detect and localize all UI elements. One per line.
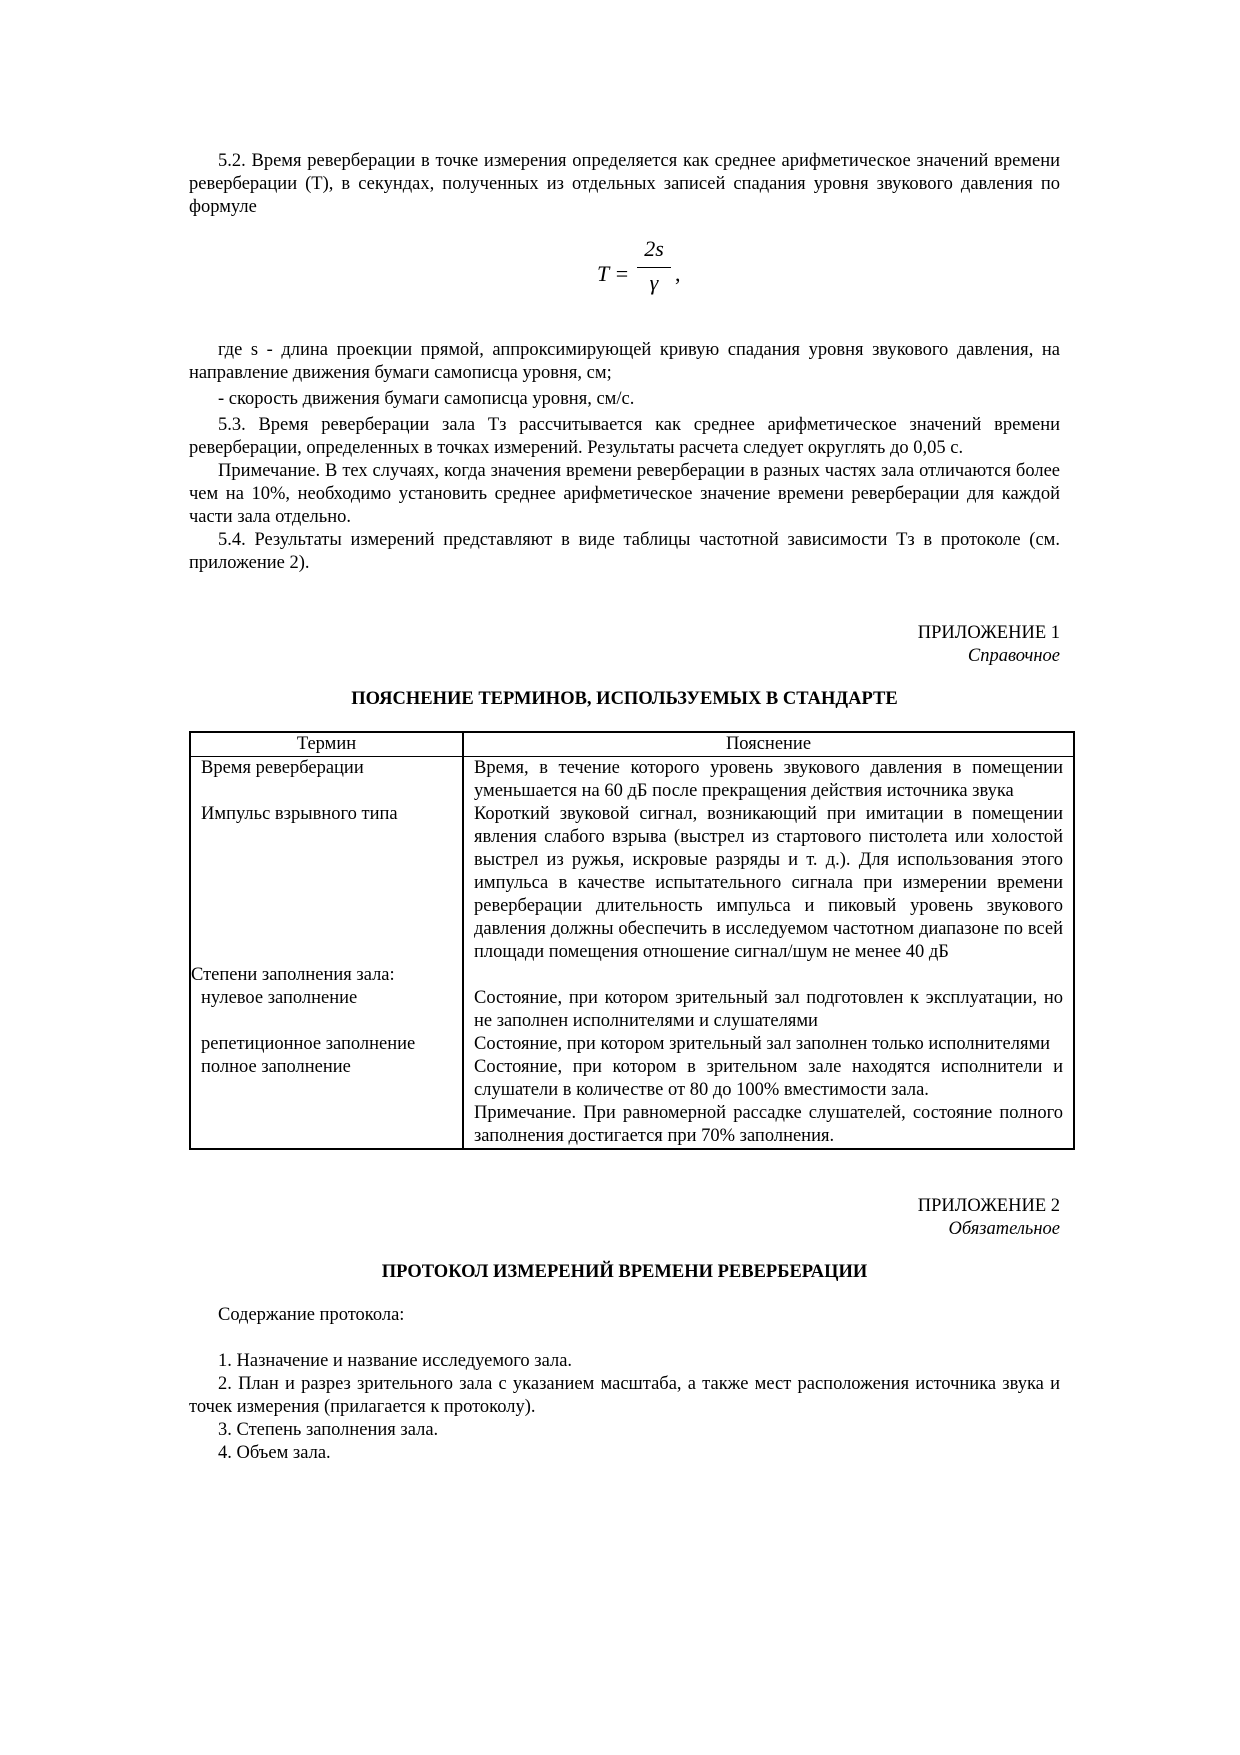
explanation-cell: Примечание. При равномерной рассадке слушателей, состояние полного заполнения достигается при 70% заполнения.: [463, 1102, 1074, 1149]
explanation-cell: Состояние, при котором в зрительном зале находятся исполнители и слушатели в количестве от 80 до 100% вместимости зала.: [463, 1056, 1074, 1102]
formula-comma: ,: [675, 261, 681, 286]
column-header-explanation: Пояснение: [463, 732, 1074, 757]
paragraph-5-2: 5.2. Время реверберации в точке измерения определяется как среднее арифметическое значений времени реверберации (T), в секундах, полученных из отдельных записей спадания уровня звукового давления по формуле: [189, 151, 1060, 217]
column-header-term: Термин: [190, 732, 463, 757]
protocol-item: 4. Объем зала.: [218, 1443, 331, 1463]
table-row: [190, 987, 1074, 1033]
explanation-cell: Короткий звуковой сигнал, возникающий при имитации в помещении явления слабого взрыва (выстрел из стартового пистолета или холостой выстрел из ружья, искровые разряды и т. д.). Для использования этого импульса в качестве испытательного сигнала при измерении времени реверберации длительность импульса и пиковый уровень звукового давления должны обеспечить в исследуемом частотном диапазоне по всей площади помещения отношение сигнал/шум не менее 40 дБ: [463, 803, 1074, 964]
protocol-item: 2. План и разрез зрительного зала с указанием масштаба, а также мест расположения источника звука и точек измерения (прилагается к протоколу).: [189, 1374, 1060, 1417]
term-cell: Время реверберации: [190, 757, 463, 804]
term-cell: Импульс взрывного типа: [190, 803, 463, 964]
table-row: [190, 803, 1074, 964]
appendix2-title: ПРОТОКОЛ ИЗМЕРЕНИЙ ВРЕМЕНИ РЕВЕРБЕРАЦИИ: [381, 1262, 868, 1282]
formula-fraction: [637, 235, 671, 298]
appendix2-type: Обязательное: [948, 1219, 1060, 1239]
table-row: [190, 757, 1074, 804]
protocol-item: 3. Степень заполнения зала.: [218, 1420, 439, 1440]
term-cell: репетиционное заполнение: [190, 1033, 463, 1056]
explanation-cell: Состояние, при котором зрительный зал подготовлен к эксплуатации, но не заполнен исполнителями и слушателями: [463, 987, 1074, 1033]
explanation-cell: Время, в течение которого уровень звукового давления в помещении уменьшается на 60 дБ после прекращения действия источника звука: [463, 757, 1074, 804]
formula-denominator: γ: [649, 270, 659, 295]
table-row: [190, 964, 1074, 987]
document-page: [189, 150, 1063, 1465]
paragraph-where-gamma: - скорость движения бумаги самописца уровня, см/с.: [218, 389, 635, 409]
appendix1-title: ПОЯСНЕНИЕ ТЕРМИНОВ, ИСПОЛЬЗУЕМЫХ В СТАНДАРТЕ: [351, 689, 898, 709]
reverberation-formula: [189, 235, 1060, 315]
formula-lhs: T =: [597, 261, 630, 286]
paragraph-where-s: где s - длина проекции прямой, аппроксимирующей кривую спадания уровня звукового давления, на направление движения бумаги самописца уровня, см;: [189, 340, 1060, 383]
protocol-item: 1. Назначение и название исследуемого зала.: [218, 1351, 573, 1371]
appendix1-type: Справочное: [967, 646, 1060, 666]
terms-table: [189, 731, 1075, 1150]
term-cell: [190, 1102, 463, 1149]
paragraph-5-4: 5.4. Результаты измерений представляют в виде таблицы частотной зависимости Tз в протоколе (см. приложение 2).: [189, 530, 1060, 573]
term-cell: Степени заполнения зала:: [190, 964, 463, 987]
term-cell: нулевое заполнение: [190, 987, 463, 1033]
appendix2-label: ПРИЛОЖЕНИЕ 2: [917, 1196, 1060, 1216]
term-cell: полное заполнение: [190, 1056, 463, 1102]
explanation-cell: [463, 964, 1074, 987]
appendix1-label: ПРИЛОЖЕНИЕ 1: [917, 623, 1060, 643]
table-row: [190, 1033, 1074, 1056]
protocol-intro: Содержание протокола:: [218, 1305, 405, 1325]
formula-numerator: 2s: [637, 235, 671, 268]
explanation-cell: Состояние, при котором зрительный зал заполнен только исполнителями: [463, 1033, 1074, 1056]
table-row: [190, 1102, 1074, 1149]
paragraph-5-3: 5.3. Время реверберации зала Tз рассчитывается как среднее арифметическое значений времени реверберации, определенных в точках измерений. Результаты расчета следует округлять до 0,05 с.: [189, 415, 1060, 458]
table-header-row: [190, 732, 1074, 757]
table-row: [190, 1056, 1074, 1102]
note-paragraph: Примечание. В тех случаях, когда значения времени реверберации в разных частях зала отличаются более чем на 10%, необходимо установить среднее арифметическое значение времени реверберации для каждой части зала отдельно.: [189, 461, 1060, 527]
